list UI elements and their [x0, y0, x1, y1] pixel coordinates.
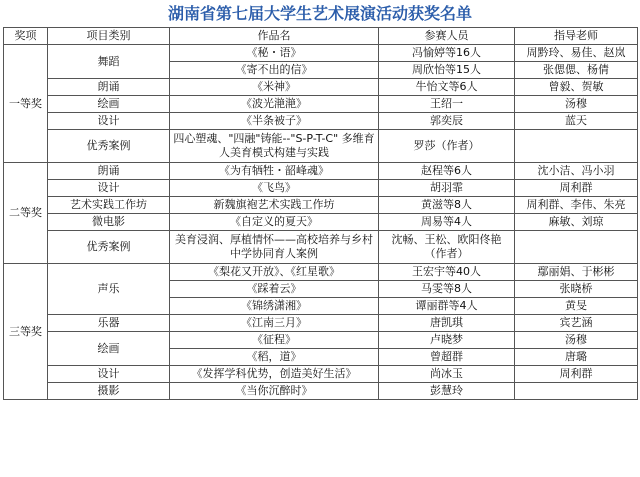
advisor-cell: 唐璐 — [515, 349, 638, 366]
category-cell: 设计 — [48, 113, 170, 130]
table-row — [4, 113, 638, 130]
advisor-cell: 周利群 — [515, 366, 638, 383]
advisor-cell: 周黔玲、易佳、赵岚 — [515, 45, 638, 62]
table-row — [4, 264, 638, 281]
award-table — [3, 27, 638, 400]
table-row — [4, 231, 638, 264]
table-row — [4, 315, 638, 332]
advisor-cell: 张晓桥 — [515, 281, 638, 298]
work-cell: 四心塑魂、"四融"铸能--"S-P-T-C" 多维育人美育模式构建与实践 — [170, 130, 379, 163]
category-cell: 微电影 — [48, 214, 170, 231]
table-row — [4, 79, 638, 96]
advisor-cell: 鄢丽娟、于彬彬 — [515, 264, 638, 281]
participants-cell: 牛怡文等6人 — [379, 79, 515, 96]
table-row — [4, 96, 638, 113]
table-row — [4, 332, 638, 349]
work-cell: 《飞鸟》 — [170, 180, 379, 197]
participants-cell: 尚冰玉 — [379, 366, 515, 383]
category-cell: 优秀案例 — [48, 130, 170, 163]
header-award: 奖项 — [4, 28, 48, 45]
award-second: 二等奖 — [4, 163, 48, 264]
participants-cell: 王绍一 — [379, 96, 515, 113]
work-cell: 《米神》 — [170, 79, 379, 96]
work-cell: 《当你沉醉时》 — [170, 383, 379, 400]
participants-cell: 谭丽群等4人 — [379, 298, 515, 315]
advisor-cell: 黄旻 — [515, 298, 638, 315]
advisor-cell: 汤穆 — [515, 332, 638, 349]
category-cell: 绘画 — [48, 332, 170, 366]
table-row — [4, 45, 638, 62]
work-cell: 《锦绣潇湘》 — [170, 298, 379, 315]
category-cell: 舞蹈 — [48, 45, 170, 79]
work-cell: 《自定义的夏天》 — [170, 214, 379, 231]
category-cell: 声乐 — [48, 264, 170, 315]
category-cell: 绘画 — [48, 96, 170, 113]
header-work: 作品名 — [170, 28, 379, 45]
advisor-cell: 宾艺涵 — [515, 315, 638, 332]
work-cell: 《波光滟滟》 — [170, 96, 379, 113]
participants-cell: 周欣怡等15人 — [379, 62, 515, 79]
advisor-cell: 沈小洁、冯小羽 — [515, 163, 638, 180]
category-cell: 摄影 — [48, 383, 170, 400]
work-cell: 《踩着云》 — [170, 281, 379, 298]
header-category: 项目类别 — [48, 28, 170, 45]
table-row — [4, 197, 638, 214]
header-participants: 参赛人员 — [379, 28, 515, 45]
work-cell: 《梨花又开放》、《红星歌》 — [170, 264, 379, 281]
category-cell: 设计 — [48, 366, 170, 383]
participants-cell: 赵程等6人 — [379, 163, 515, 180]
work-cell: 《半条被子》 — [170, 113, 379, 130]
work-cell: 美育浸润、厚植情怀——高校培养与乡村中学协同育人案例 — [170, 231, 379, 264]
work-cell: 新魏旗袍艺术实践工作坊 — [170, 197, 379, 214]
category-cell: 乐器 — [48, 315, 170, 332]
table-row — [4, 214, 638, 231]
table-row — [4, 180, 638, 197]
work-cell: 《稻，道》 — [170, 349, 379, 366]
header-advisors: 指导老师 — [515, 28, 638, 45]
category-cell: 艺术实践工作坊 — [48, 197, 170, 214]
award-first: 一等奖 — [4, 45, 48, 163]
participants-cell: 彭慧玲 — [379, 383, 515, 400]
advisor-cell — [515, 231, 638, 264]
work-cell: 《秘・语》 — [170, 45, 379, 62]
award-third: 三等奖 — [4, 264, 48, 400]
work-cell: 《为有牺牲・韶峰魂》 — [170, 163, 379, 180]
advisor-cell: 蓝天 — [515, 113, 638, 130]
category-cell: 优秀案例 — [48, 231, 170, 264]
table-row — [4, 130, 638, 163]
participants-cell: 唐凯琪 — [379, 315, 515, 332]
participants-cell: 卢晓梦 — [379, 332, 515, 349]
work-cell: 《征程》 — [170, 332, 379, 349]
table-row — [4, 383, 638, 400]
participants-cell: 马雯等8人 — [379, 281, 515, 298]
category-cell: 设计 — [48, 180, 170, 197]
table-row — [4, 366, 638, 383]
advisor-cell: 麻敏、刘琼 — [515, 214, 638, 231]
participants-cell: 胡羽霏 — [379, 180, 515, 197]
advisor-cell: 汤穆 — [515, 96, 638, 113]
participants-cell: 黄滋等8人 — [379, 197, 515, 214]
advisor-cell — [515, 130, 638, 163]
advisor-cell: 曾毅、贺敏 — [515, 79, 638, 96]
work-cell: 《发挥学科优势，创造美好生活》 — [170, 366, 379, 383]
advisor-cell: 张偲偲、杨倩 — [515, 62, 638, 79]
header-row — [4, 28, 638, 45]
advisor-cell: 周利群 — [515, 180, 638, 197]
work-cell: 《江南三月》 — [170, 315, 379, 332]
participants-cell: 周易等4人 — [379, 214, 515, 231]
category-cell: 朗诵 — [48, 79, 170, 96]
participants-cell: 沈畅、王松、欧阳佟艳（作者） — [379, 231, 515, 264]
category-cell: 朗诵 — [48, 163, 170, 180]
advisor-cell: 周利群、李伟、朱亮 — [515, 197, 638, 214]
participants-cell: 冯愉婷等16人 — [379, 45, 515, 62]
participants-cell: 曾超群 — [379, 349, 515, 366]
participants-cell: 王宏宇等40人 — [379, 264, 515, 281]
table-row — [4, 163, 638, 180]
participants-cell: 郭奕辰 — [379, 113, 515, 130]
work-cell: 《寄不出的信》 — [170, 62, 379, 79]
page-title: 湖南省第七届大学生艺术展演活动获奖名单 — [167, 4, 472, 23]
advisor-cell — [515, 383, 638, 400]
participants-cell: 罗莎（作者） — [379, 130, 515, 163]
